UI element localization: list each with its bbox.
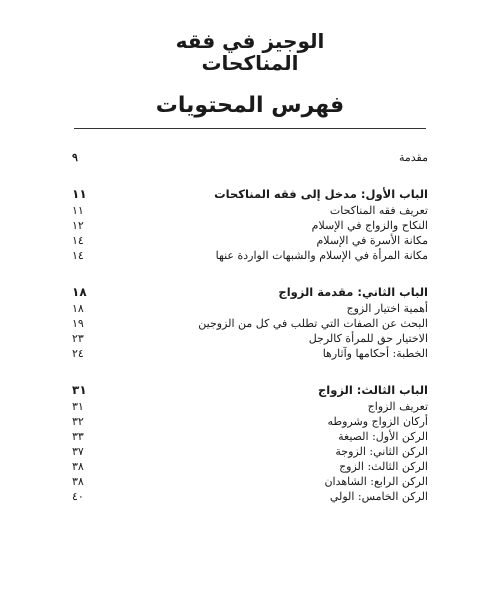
page-number: ٣١ [72,383,87,397]
entry-title: تعريف الزواج [367,400,428,413]
entry-title: الركن الخامس: الولي [329,490,428,503]
toc-heading: فهرس المحتويات [155,93,345,118]
page-number: ١٨ [72,302,84,315]
page-number: ١١ [72,204,84,217]
page-number: ١١ [72,187,87,201]
entry-title: مكانة المرأة في الإسلام والشبهات الواردة عنها [215,249,428,262]
entry-title: مكانة الأسرة في الإسلام [316,234,428,247]
toc-entry[interactable] [72,233,428,248]
toc-entry[interactable] [72,399,428,414]
entry-title: الركن الرابع: الشاهدان [324,475,428,488]
page-number: ٤٠ [72,490,84,503]
page-number: ٣٨ [72,475,84,488]
toc-entry-intro[interactable] [72,150,428,165]
page-number: ١٤ [72,249,84,262]
page-number: ٣١ [72,400,84,413]
toc-entry[interactable] [72,203,428,218]
book-title [0,30,500,74]
part-title: الباب الأول: مدخل إلى فقه المناكحات [214,187,428,201]
entry-title: الركن الأول: الصيغة [338,430,428,443]
toc-part-heading[interactable] [72,185,428,203]
page-number: ٣٣ [72,430,84,443]
book-title-line-1: الوجيز في فقه [175,29,325,53]
page-number: ٣٢ [72,415,84,428]
toc-entry[interactable] [72,218,428,233]
page-number: ١٤ [72,234,84,247]
toc-part-heading[interactable] [72,283,428,301]
page-number: ١٩ [72,317,84,330]
entry-title: تعريف فقه المناكحات [329,204,428,217]
part-title: الباب الثاني: مقدمة الزواج [278,285,428,299]
toc-entry[interactable] [72,429,428,444]
page-number: ١٨ [72,285,87,299]
toc-entry[interactable] [72,414,428,429]
toc-entry[interactable] [72,301,428,316]
page-number: ٢٣ [72,332,84,345]
toc-entry[interactable] [72,346,428,361]
page-number: ٣٧ [72,445,84,458]
page-number: ٢٤ [72,347,84,360]
entry-title: الاختيار حق للمرأة كالرجل [308,332,428,345]
toc-entry[interactable] [72,489,428,504]
page-number: ١٢ [72,219,84,232]
toc-entry[interactable] [72,331,428,346]
toc-entry[interactable] [72,444,428,459]
entry-title: أهمية اختيار الزوج [346,302,428,315]
entry-title: مقدمة [398,151,428,164]
entry-title: أركان الزواج وشروطه [327,415,428,428]
toc-part-heading[interactable] [72,381,428,399]
page-number: ٣٨ [72,460,84,473]
book-title-line-2: المناكحات [201,51,299,75]
entry-title: الخطبة: أحكامها وآثارها [322,347,428,360]
table-of-contents [72,150,428,504]
entry-title: النكاح والزواج في الإسلام [311,219,428,232]
toc-entry[interactable] [72,474,428,489]
toc-entry[interactable] [72,459,428,474]
toc-entry[interactable] [72,248,428,263]
entry-title: الركن الثالث: الزوج [339,460,428,473]
page-number: ٩ [72,151,78,164]
toc-entry[interactable] [72,316,428,331]
entry-title: الركن الثاني: الزوجة [335,445,428,458]
heading-rule [74,128,426,129]
part-title: الباب الثالث: الزواج [318,383,428,397]
entry-title: البحث عن الصفات التي تطلب في كل من الزوجين [198,317,428,330]
